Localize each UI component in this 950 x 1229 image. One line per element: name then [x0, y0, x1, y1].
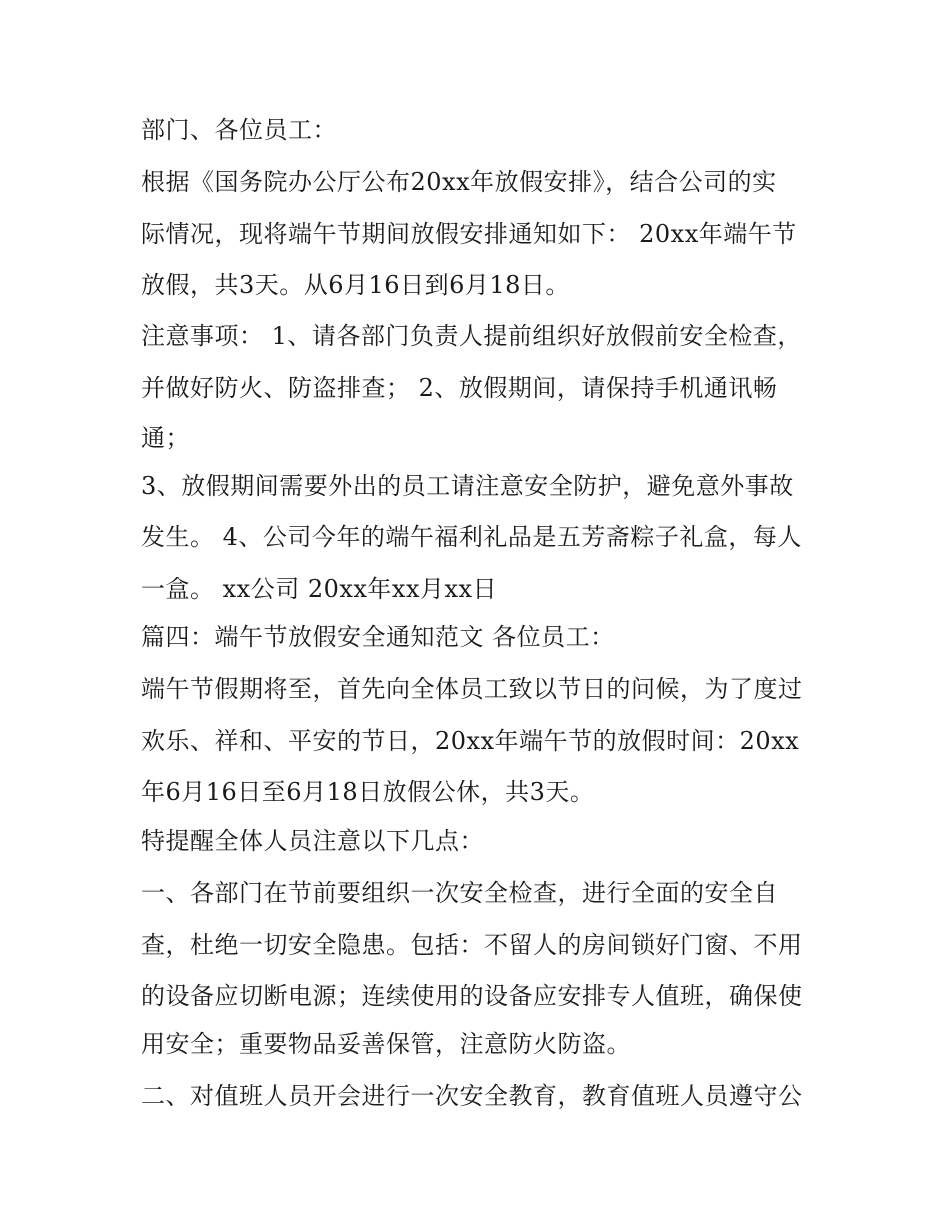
text-line: 一盒。 xx公司 20xx年xx月xx日	[141, 575, 498, 603]
text-line: 发生。 4、公司今年的端午福利礼品是五芳斋粽子礼盒，每人	[141, 523, 802, 551]
text-line: 用安全；重要物品妥善保管，注意防火防盗。	[141, 1030, 631, 1058]
text-line: 篇四：端午节放假安全通知范文 各位员工：	[141, 623, 615, 651]
text-line: 注意事项： 1、请各部门负责人提前组织好放假前安全检查，	[141, 322, 802, 350]
text-line: 部门、各位员工：	[141, 116, 337, 144]
text-line: 并做好防火、防盗排查； 2、放假期间，请保持手机通讯畅	[141, 374, 778, 402]
text-line: 际情况，现将端午节期间放假安排通知如下： 20xx年端午节	[141, 220, 797, 248]
text-line: 欢乐、祥和、平安的节日，20xx年端午节的放假时间：20xx	[141, 727, 800, 755]
text-line: 年6月16日至6月18日放假公休，共3天。	[141, 778, 595, 806]
text-line: 特提醒全体人员注意以下几点：	[141, 827, 484, 855]
text-line: 查，杜绝一切安全隐患。包括：不留人的房间锁好门窗、不用	[141, 931, 803, 959]
text-line: 根据《国务院办公厅公布20xx年放假安排》，结合公司的实	[141, 168, 777, 196]
text-line: 3、放假期间需要外出的员工请注意安全防护，避免意外事故	[141, 472, 794, 500]
text-line: 放假，共3天。从6月16日到6月18日。	[141, 271, 570, 299]
text-line: 端午节假期将至，首先向全体员工致以节日的问候，为了度过	[141, 675, 803, 703]
text-line: 通；	[141, 424, 190, 452]
text-line: 二、对值班人员开会进行一次安全教育，教育值班人员遵守公	[141, 1082, 803, 1110]
text-line: 的设备应切断电源；连续使用的设备应安排专人值班，确保使	[141, 982, 803, 1010]
text-line: 一、各部门在节前要组织一次安全检查，进行全面的安全自	[141, 879, 778, 907]
